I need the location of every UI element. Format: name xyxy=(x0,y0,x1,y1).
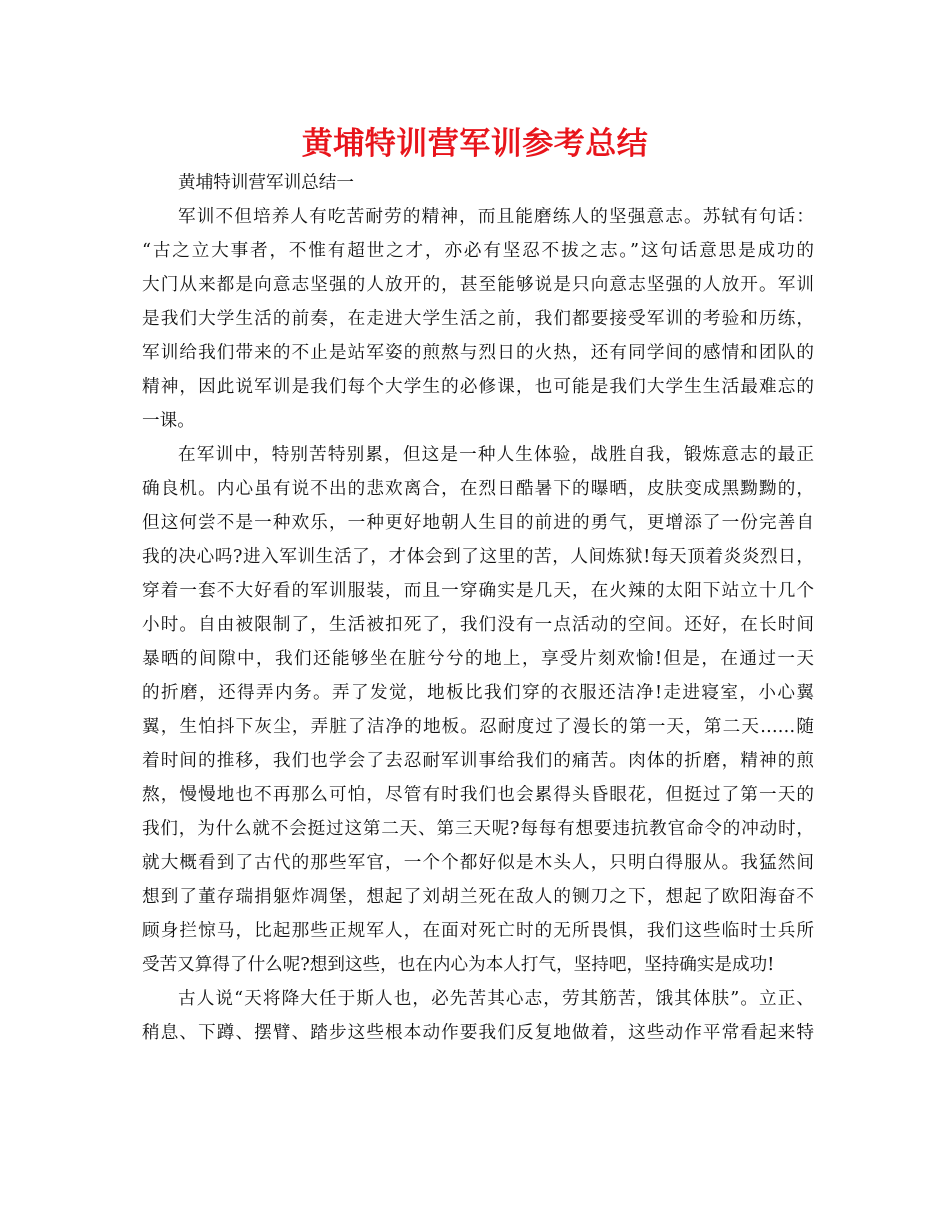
text-line: 大门从来都是向意志坚强的人放开的，甚至能够说是只向意志坚强的人放开。军训 xyxy=(142,275,814,295)
text-line: 是我们大学生活的前奏，在走进大学生活之前，我们都要接受军训的考验和历练， xyxy=(142,309,814,329)
text-line: 我们，为什么就不会挺过这第二天、第三天呢?每每有想要违抗教官命令的冲动时， xyxy=(142,819,814,839)
text-line: 小时。自由被限制了，生活被扣死了，我们没有一点活动的空间。还好，在长时间 xyxy=(142,615,814,635)
section-heading: 黄埔特训营军训总结一 xyxy=(178,173,354,193)
text-line: 我的决心吗?进入军训生活了，才体会到了这里的苦，人间炼狱!每天顶着炎炎烈日， xyxy=(142,547,814,567)
document-title: 黄埔特训营军训参考总结 xyxy=(301,126,649,162)
text-line: 稍息、下蹲、摆臂、踏步这些根本动作要我们反复地做着，这些动作平常看起来特 xyxy=(142,1023,814,1043)
text-line: 暴晒的间隙中，我们还能够坐在脏兮兮的地上，享受片刻欢愉!但是，在通过一天 xyxy=(142,649,814,669)
text-line: 一课。 xyxy=(142,411,195,431)
text-line: 熬，慢慢地也不再那么可怕，尽管有时我们也会累得头昏眼花，但挺过了第一天的 xyxy=(142,785,814,805)
text-line: 顾身拦惊马，比起那些正规军人，在面对死亡时的无所畏惧，我们这些临时士兵所 xyxy=(142,921,814,941)
text-line: 翼，生怕抖下灰尘，弄脏了洁净的地板。忍耐度过了漫长的第一天，第二天……随 xyxy=(142,717,814,737)
text-line: 但这何尝不是一种欢乐，一种更好地朝人生目的前进的勇气，更增添了一份完善自 xyxy=(142,513,814,533)
text-line: 确良机。内心虽有说不出的悲欢离合，在烈日酷暑下的曝晒，皮肤变成黑黝黝的， xyxy=(142,479,814,499)
text-line: 穿着一套不大好看的军训服装，而且一穿确实是几天，在火辣的太阳下站立十几个 xyxy=(142,581,814,601)
text-line: 想到了董存瑞捐躯炸凋堡，想起了刘胡兰死在敌人的铡刀之下，想起了欧阳海奋不 xyxy=(142,887,814,907)
text-line: 受苦又算得了什么呢?想到这些，也在内心为本人打气，坚持吧，坚持确实是成功! xyxy=(142,955,775,975)
text-line: 就大概看到了古代的那些军官，一个个都好似是木头人，只明白得服从。我猛然间 xyxy=(142,853,814,873)
text-line: 军训给我们带来的不止是站军姿的煎熬与烈日的火热，还有同学间的感情和团队的 xyxy=(142,343,814,363)
text-line: “古之立大事者，不惟有超世之才，亦必有坚忍不拔之志。”这句话意思是成功的 xyxy=(142,241,814,261)
document-body xyxy=(142,166,814,1050)
text-line: 在军训中，特别苦特别累，但这是一种人生体验，战胜自我，锻炼意志的最正 xyxy=(178,445,814,465)
text-line: 军训不但培养人有吃苦耐劳的精神，而且能磨练人的坚强意志。苏轼有句话： xyxy=(178,207,814,227)
text-line: 着时间的推移，我们也学会了去忍耐军训事给我们的痛苦。肉体的折磨，精神的煎 xyxy=(142,751,814,771)
text-line: 古人说“天将降大任于斯人也，必先苦其心志，劳其筋苦，饿其体肤”。立正、 xyxy=(178,989,814,1009)
text-line: 的折磨，还得弄内务。弄了发觉，地板比我们穿的衣服还洁净!走进寝室，小心翼 xyxy=(142,683,814,703)
text-line: 精神，因此说军训是我们每个大学生的必修课，也可能是我们大学生生活最难忘的 xyxy=(142,377,814,397)
